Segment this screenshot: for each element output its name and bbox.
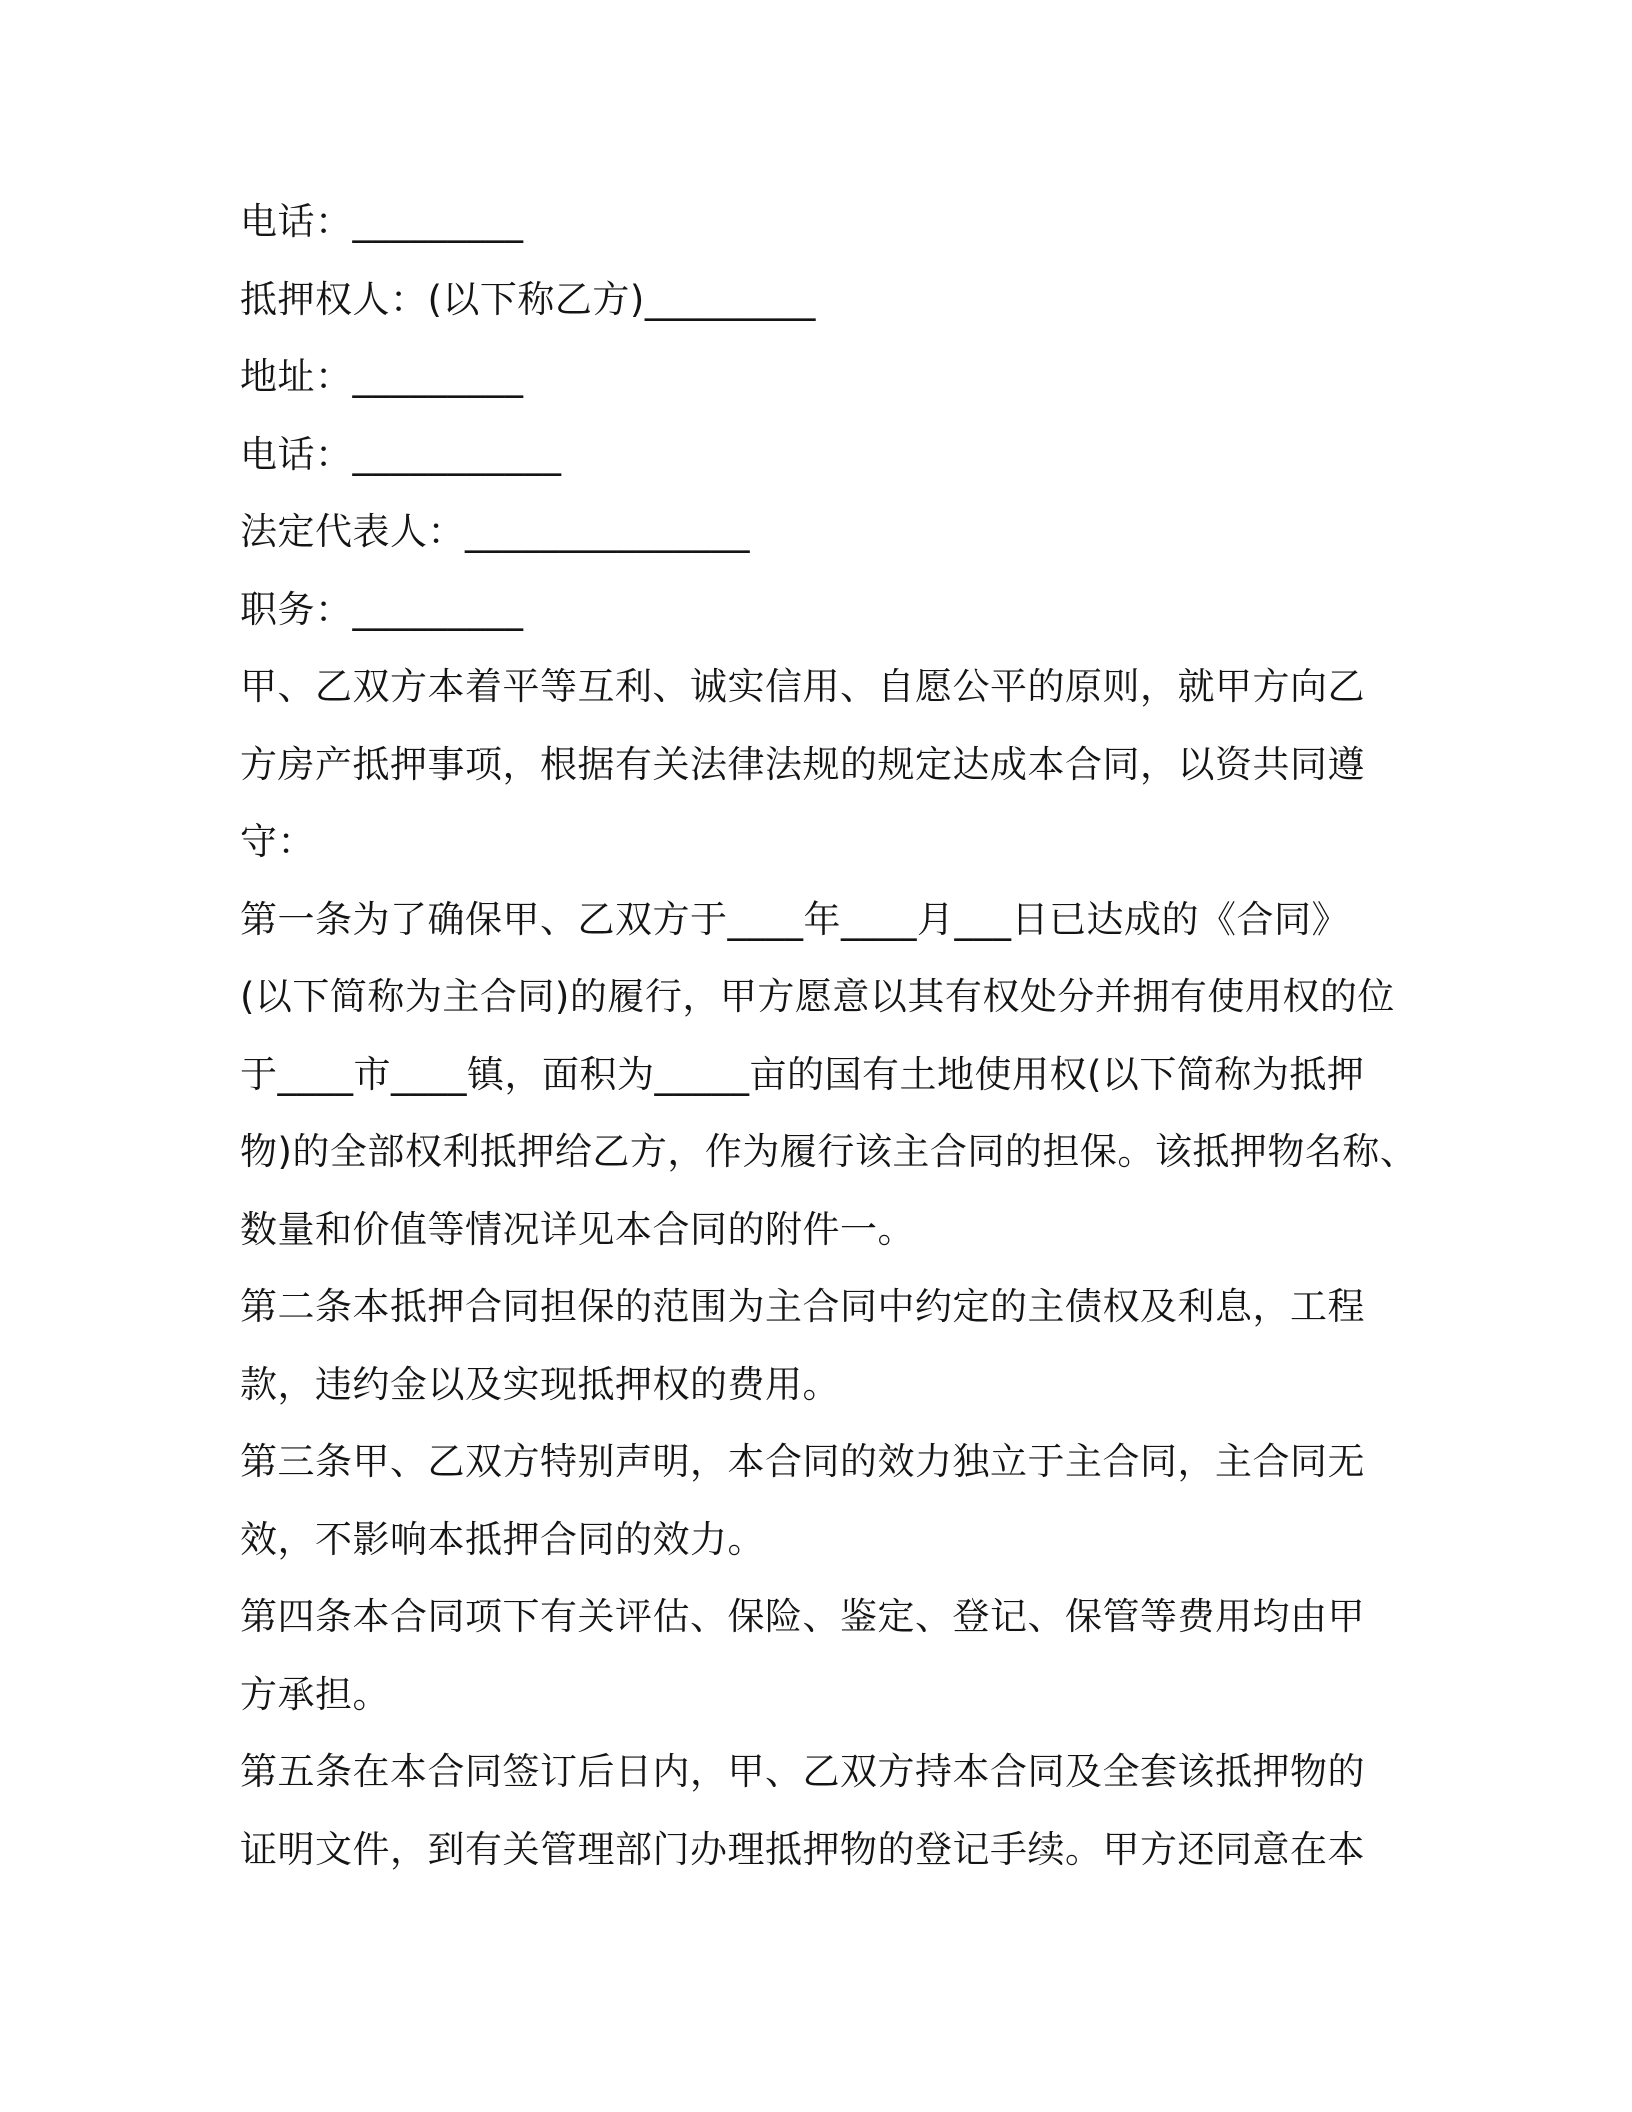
article-1-line-1: 第一条为了确保甲、乙双方于____年____月___日已达成的《合同》 xyxy=(240,897,1349,941)
position-field-line: 职务：_________ xyxy=(240,587,524,631)
preamble-line-1: 甲、乙双方本着平等互利、诚实信用、自愿公平的原则，就甲方向乙 xyxy=(240,665,1365,708)
article-4-line-2: 方承担。 xyxy=(240,1672,390,1716)
mortgagee-field-line: 抵押权人：(以下称乙方)_________ xyxy=(240,277,816,321)
article-1-line-2: (以下简称为主合同)的履行，甲方愿意以其有权处分并拥有使用权的位 xyxy=(240,975,1395,1018)
article-1-line-4: 物)的全部权利抵押给乙方，作为履行该主合同的担保。该抵押物名称、 xyxy=(240,1130,1418,1173)
article-3-line-2: 效，不影响本抵押合同的效力。 xyxy=(240,1517,765,1561)
preamble-line-3: 守： xyxy=(240,820,315,863)
address-field-line: 地址：_________ xyxy=(240,355,524,398)
document-body xyxy=(240,183,1418,1888)
preamble-line-2: 方房产抵押事项，根据有关法律法规的规定达成本合同，以资共同遵 xyxy=(240,742,1365,786)
article-2-line-1: 第二条本抵押合同担保的范围为主合同中约定的主债权及利息，工程 xyxy=(240,1285,1365,1328)
article-3-line-1: 第三条甲、乙双方特别声明，本合同的效力独立于主合同，主合同无 xyxy=(240,1440,1365,1483)
legal-representative-field-line: 法定代表人：_______________ xyxy=(240,510,750,553)
article-5-line-2: 证明文件，到有关管理部门办理抵押物的登记手续。甲方还同意在本 xyxy=(240,1827,1365,1871)
article-4-line-1: 第四条本合同项下有关评估、保险、鉴定、登记、保管等费用均由甲 xyxy=(240,1595,1365,1638)
phone-field-line-2: 电话：___________ xyxy=(240,432,562,476)
article-1-line-5: 数量和价值等情况详见本合同的附件一。 xyxy=(240,1207,915,1251)
article-5-line-1: 第五条在本合同签订后日内，甲、乙双方持本合同及全套该抵押物的 xyxy=(240,1750,1365,1793)
article-2-line-2: 款，违约金以及实现抵押权的费用。 xyxy=(240,1362,840,1406)
phone-field-line: 电话：_________ xyxy=(240,200,524,243)
article-1-line-3: 于____市____镇，面积为_____亩的国有土地使用权(以下简称为抵押 xyxy=(240,1052,1365,1096)
